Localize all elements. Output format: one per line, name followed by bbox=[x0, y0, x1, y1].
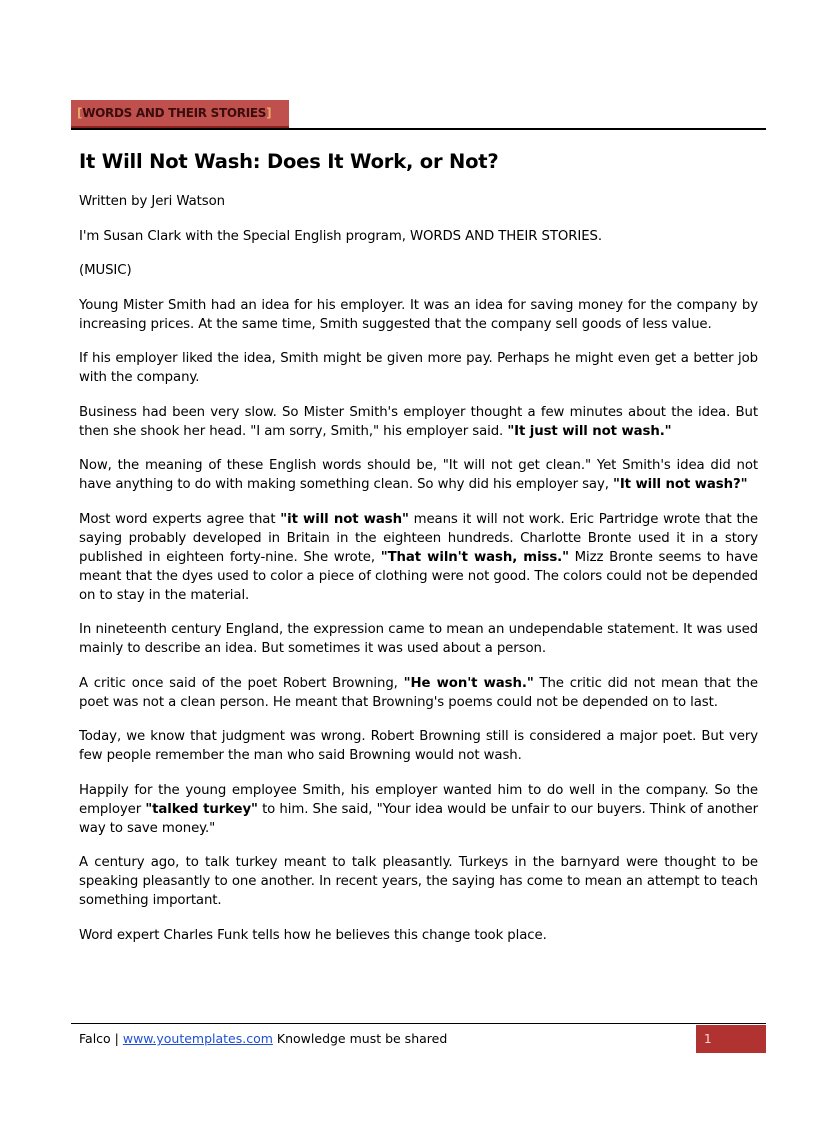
paragraph bbox=[79, 620, 758, 658]
bold-quote: "That wiln't wash, miss." bbox=[380, 549, 569, 565]
paragraph bbox=[79, 192, 758, 211]
footer-link[interactable]: www.youtemplates.com bbox=[122, 1031, 273, 1046]
paragraph bbox=[79, 261, 758, 280]
text-run: Word expert Charles Funk tells how he believes this change took place. bbox=[79, 927, 547, 943]
text-run: Most word experts agree that bbox=[79, 511, 281, 527]
text-run: I'm Susan Clark with the Special English program, WORDS AND THEIR STORIES. bbox=[79, 228, 602, 244]
bold-quote: "He won't wash." bbox=[403, 675, 534, 691]
footer-tagline: Knowledge must be shared bbox=[272, 1031, 448, 1046]
header-bracket-close: ] bbox=[266, 106, 272, 120]
text-run: In nineteenth century England, the expression came to mean an undependable statement. It was used mainly to describe an idea. But sometimes it was used about a person. bbox=[79, 622, 758, 656]
text-run: Business had been very slow. So Mister Smith's employer thought a few minutes about the idea. But then she shook her head. "I am sorry, Smith," his employer said. bbox=[79, 404, 758, 439]
paragraph bbox=[79, 781, 758, 838]
section-header-label: WORDS AND THEIR STORIES bbox=[82, 106, 267, 120]
bold-quote: "talked turkey" bbox=[145, 801, 258, 817]
text-run: A critic once said of the poet Robert Browning, bbox=[79, 675, 404, 691]
text-run: A century ago, to talk turkey meant to talk pleasantly. Turkeys in the barnyard were thought to be speaking pleasantly to one another. In recent years, the saying has come to mean an attempt to teach something important. bbox=[79, 855, 758, 908]
header-bracket-open: [ bbox=[77, 106, 83, 120]
text-run: Young Mister Smith had an idea for his employer. It was an idea for saving money for the company by increasing prices. At the same time, Smith suggested that the company sell goods of less value. bbox=[79, 297, 758, 332]
text-run: (MUSIC) bbox=[79, 263, 132, 278]
footer-divider bbox=[71, 1023, 766, 1024]
page-number-badge bbox=[696, 1025, 766, 1053]
text-run: Today, we know that judgment was wrong. Robert Browning still is considered a major poet. But very few people remember the man who said Browning would not wash. bbox=[79, 729, 758, 763]
paragraph bbox=[79, 227, 758, 246]
text-run: If his employer liked the idea, Smith might be given more pay. Perhaps he might even get a better job with the company. bbox=[79, 351, 758, 385]
paragraph bbox=[79, 674, 758, 712]
paragraph bbox=[79, 403, 758, 441]
article-title: It Will Not Wash: Does It Work, or Not? bbox=[79, 150, 499, 173]
paragraph-list bbox=[79, 192, 758, 945]
text-run: means it will not work. Eric Partridge wrote that the saying probably developed in Britain in the eighteen hundreds. Charlotte Bronte used it in a story published in eighteen forty-nine. She wrote, bbox=[79, 511, 758, 565]
text-run: Written by Jeri Watson bbox=[79, 194, 225, 209]
paragraph bbox=[79, 296, 758, 334]
text-run: to him. She said, "Your idea would be unfair to our buyers. Think of another way to save money." bbox=[79, 801, 758, 836]
text-run: The critic did not mean that the poet was not a clean person. He meant that Browning's poems could not be depended on to last. bbox=[79, 675, 759, 710]
paragraph bbox=[79, 853, 758, 910]
paragraph bbox=[79, 349, 758, 387]
footer-text bbox=[79, 1031, 447, 1046]
page-number: 1 bbox=[704, 1032, 712, 1046]
bold-quote: "It will not wash?" bbox=[613, 477, 748, 492]
paragraph bbox=[79, 727, 758, 765]
text-run: Now, the meaning of these English words should be, "It will not get clean." Yet Smith's idea did not have anything to do with making something clean. So why did his employer say, bbox=[79, 458, 758, 492]
bold-quote: "it will not wash" bbox=[280, 511, 409, 527]
paragraph bbox=[79, 926, 758, 945]
footer-author: Falco | bbox=[79, 1031, 123, 1046]
bold-quote: "It just will not wash." bbox=[507, 423, 672, 439]
article-body bbox=[79, 148, 758, 960]
header-divider bbox=[71, 128, 766, 130]
text-run: Happily for the young employee Smith, his employer wanted him to do well in the company. So the employer bbox=[79, 782, 758, 817]
section-header-tab bbox=[71, 100, 289, 128]
text-run: Mizz Bronte seems to have meant that the dyes used to color a piece of clothing were not good. The colors could not be depended on to stay in the material. bbox=[79, 549, 758, 603]
paragraph bbox=[79, 456, 758, 494]
paragraph bbox=[79, 510, 758, 605]
